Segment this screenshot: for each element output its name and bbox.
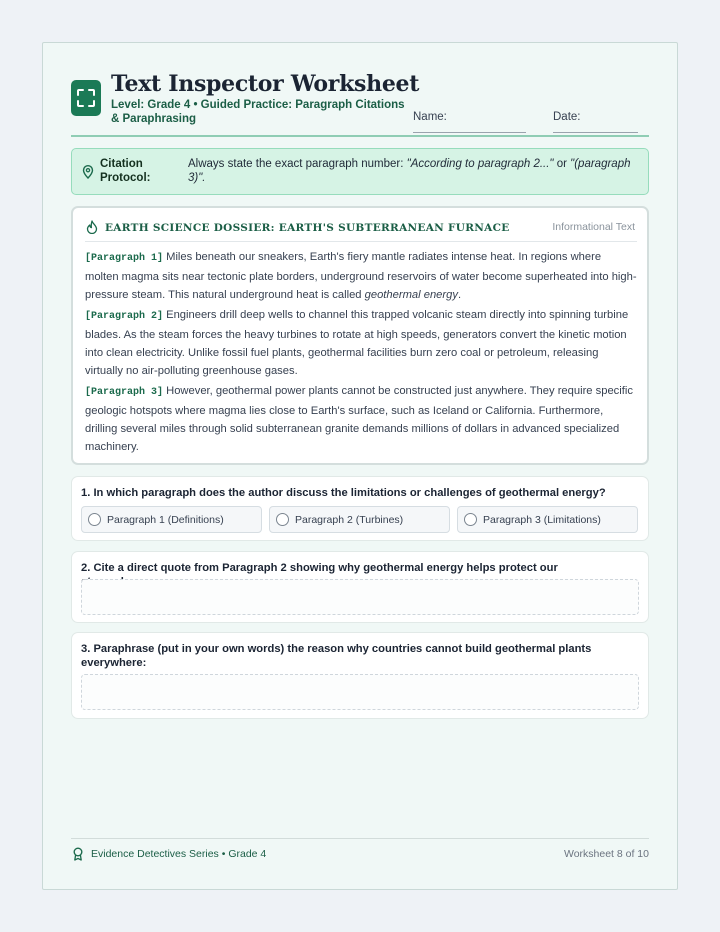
question-2-text: 2. Cite a direct quote from Paragraph 2 showing why geothermal energy helps protect our xyxy=(81,562,558,574)
location-pin-icon xyxy=(82,165,94,184)
citation-protocol-box xyxy=(71,148,649,195)
name-label: Name: xyxy=(413,111,447,123)
page-indicator: Worksheet 8 of 10 xyxy=(563,848,649,860)
question-1-card xyxy=(71,476,649,541)
header-divider xyxy=(71,135,649,137)
flame-icon xyxy=(86,220,98,239)
worksheet-page xyxy=(42,42,678,890)
option-paragraph-2[interactable] xyxy=(269,506,450,533)
question-3-card xyxy=(71,632,649,719)
paragraph-tag: [Paragraph 3] xyxy=(85,387,164,398)
protocol-instruction: Always state the exact paragraph number: xyxy=(188,158,407,170)
worksheet-header xyxy=(71,69,649,137)
question-3-text: 3. Paraphrase (put in your own words) the reason why countries cannot build geothermal plants everywhere: xyxy=(81,643,592,669)
option-label: Paragraph 1 (Definitions) xyxy=(107,514,224,526)
paragraph-tag: [Paragraph 2] xyxy=(85,311,164,322)
paragraph-body: However, geothermal power plants cannot be constructed just anywhere. They require specific geologic hotspots where magma lies close to Earth's surface, such as Iceland or California. Furthermore, drilling several miles through solid subterranean granite demands millions of dollars in advanced specialized machinery. xyxy=(85,385,633,453)
name-field[interactable] xyxy=(413,132,526,133)
scan-frame-icon xyxy=(71,80,101,116)
paragraph-body: Engineers drill deep wells to channel this trapped volcanic steam directly into spinning turbine blades. As the steam forces the heavy turbines to rotate at high speeds, generators convert the kinetic motion into clean electricity. Unlike fossil fuel plants, geothermal facilities burn zero coal or petroleum, releasing virtually no air-polluting greenhouse gases. xyxy=(85,309,629,377)
reading-passage xyxy=(71,206,649,465)
page-subtitle: Level: Grade 4 • Guided Practice: Paragraph Citations & Paraphrasing xyxy=(111,99,405,125)
award-ribbon-icon xyxy=(72,847,84,866)
protocol-connector: or xyxy=(553,158,571,170)
option-label: Paragraph 3 (Limitations) xyxy=(483,514,601,526)
option-paragraph-3[interactable] xyxy=(457,506,638,533)
page-title: Text Inspector Worksheet xyxy=(111,71,420,97)
paragraph-2 xyxy=(85,306,637,380)
passage-divider xyxy=(85,241,637,242)
radio-button[interactable] xyxy=(88,513,101,526)
question-2-answer-field[interactable] xyxy=(81,579,639,615)
series-label: Evidence Detectives Series • Grade 4 xyxy=(91,848,267,860)
protocol-label: Citation Protocol: xyxy=(100,158,151,184)
footer-divider xyxy=(71,838,649,839)
question-2-card xyxy=(71,551,649,623)
date-field[interactable] xyxy=(553,132,638,133)
radio-button[interactable] xyxy=(276,513,289,526)
passage-title: EARTH SCIENCE DOSSIER: EARTH'S SUBTERRANEAN FURNACE xyxy=(105,222,510,234)
text-type-label: Informational Text xyxy=(552,221,635,233)
option-label: Paragraph 2 (Turbines) xyxy=(295,514,404,526)
date-label: Date: xyxy=(553,111,581,123)
paragraph-body: Miles beneath our sneakers, Earth's fiery mantle radiates intense heat. In regions where molten magma sits near tectonic plate borders, underground reservoirs of water become superheated into high-pressure steam. This natural underground heat is called xyxy=(85,251,637,301)
option-paragraph-1[interactable] xyxy=(81,506,262,533)
paragraph-3 xyxy=(85,382,637,456)
radio-button[interactable] xyxy=(464,513,477,526)
paragraph-tag: [Paragraph 1] xyxy=(85,253,164,264)
question-1-text: 1. In which paragraph does the author discuss the limitations or challenges of geothermal energy? xyxy=(81,487,606,499)
question-3-answer-field[interactable] xyxy=(81,674,639,710)
protocol-example-2: "(paragraph 3)". xyxy=(188,158,631,184)
protocol-text xyxy=(188,157,638,185)
paragraph-emphasis: geothermal energy xyxy=(364,289,458,301)
paragraph-end: . xyxy=(457,289,462,301)
protocol-example-1: "According to paragraph 2..." xyxy=(406,158,554,170)
paragraph-1 xyxy=(85,248,637,304)
